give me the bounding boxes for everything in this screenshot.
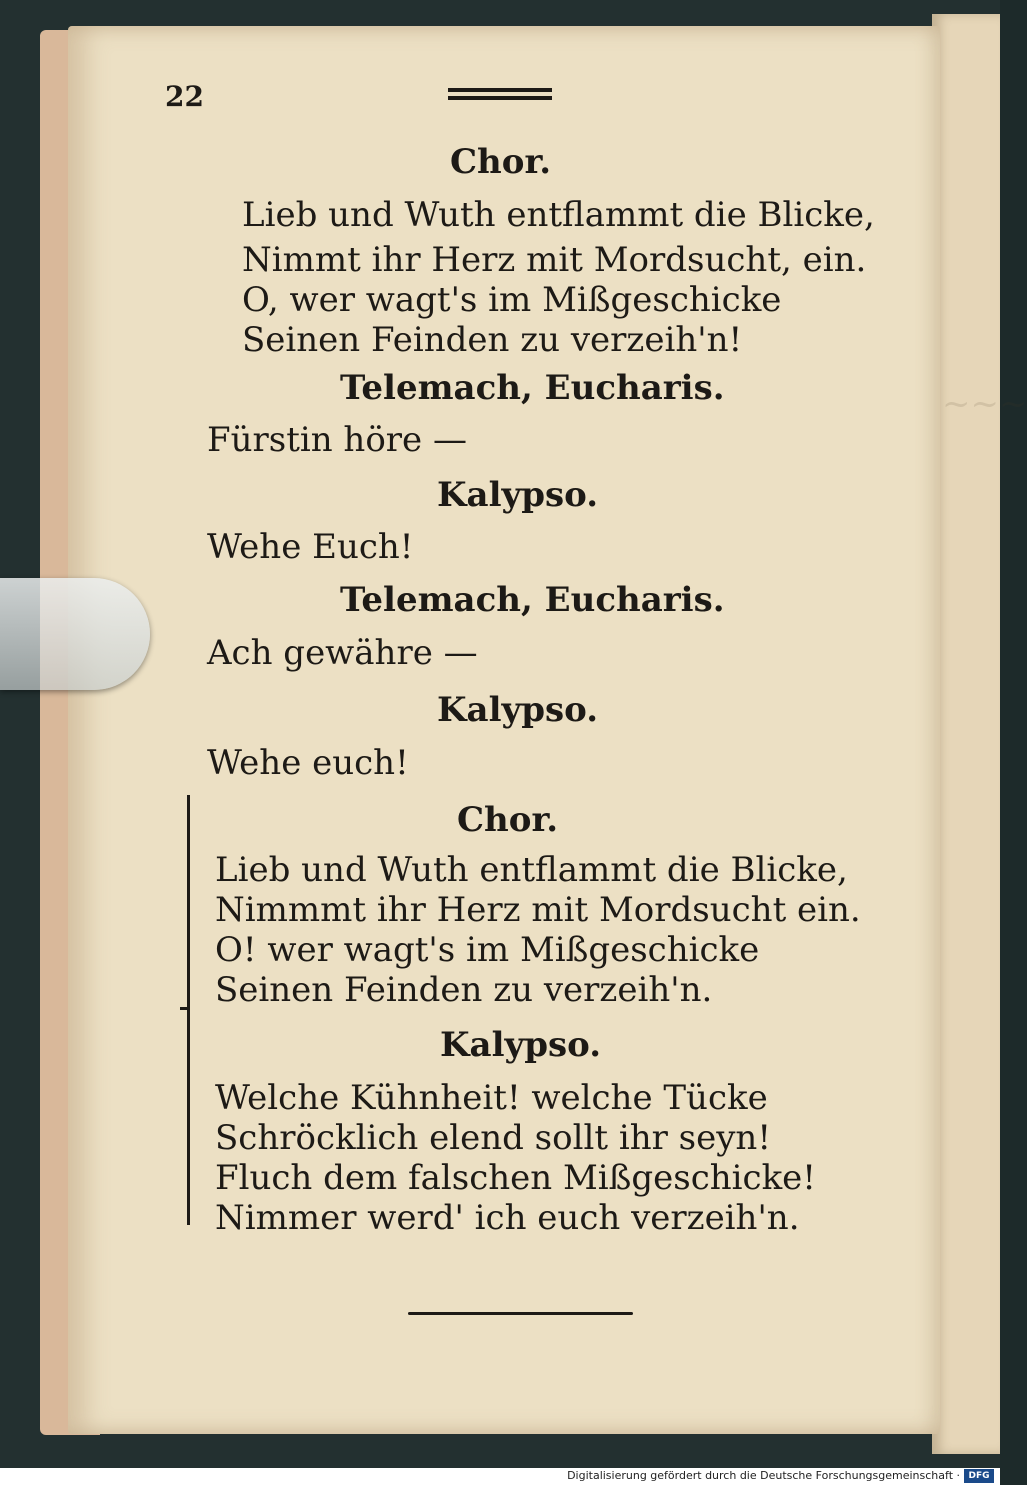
speaker-heading: Kalypso. [437,475,599,515]
dfg-logo: DFG [964,1469,994,1483]
verse-line: Seinen Feinden zu verzeih'n. [215,970,713,1010]
facing-page [932,14,1027,1454]
funding-credit: Digitalisierung gefördert durch die Deutsche Forschungsgemeinschaft · [567,1469,960,1482]
speaker-heading: Telemach, Eucharis. [340,368,725,408]
verse-line: Welche Kühnheit! welche Tücke [215,1078,768,1118]
verse-line: O! wer wagt's im Mißgeschicke [215,930,760,970]
chorus-heading: Chor. [457,800,559,840]
verse-line: Seinen Feinden zu verzeih'n! [242,320,743,360]
verse-line: Wehe Euch! [207,527,414,567]
speaker-heading: Telemach, Eucharis. [340,580,725,620]
verse-line: Fürstin höre — [207,420,467,460]
verse-line: Lieb und Wuth entflammt die Blicke, [215,850,848,890]
chorus-heading: Chor. [450,142,552,182]
verse-line: Fluch dem falschen Mißgeschicke! [215,1158,816,1198]
verse-line: Wehe euch! [207,743,409,783]
ensemble-brace [180,795,196,1225]
verse-line: Schröcklich elend sollt ihr seyn! [215,1118,771,1158]
speaker-heading: Kalypso. [437,690,599,730]
verse-line: Nimmmt ihr Herz mit Mordsucht ein. [215,890,861,930]
verse-line: O, wer wagt's im Mißgeschicke [242,280,782,320]
speaker-heading: Kalypso. [440,1025,602,1065]
verse-line: Lieb und Wuth entflammt die Blicke, [242,195,875,235]
verse-line: Ach gewähre — [207,633,478,673]
bleed-through-text: ~~~ [942,384,1027,424]
closing-rule [408,1312,633,1315]
header-rule [448,88,552,104]
page-clip [0,578,150,690]
verse-line: Nimmt ihr Herz mit Mordsucht, ein. [242,240,867,280]
page-number: 22 [165,80,204,113]
verse-line: Nimmer werd' ich euch verzeih'n. [215,1198,800,1238]
